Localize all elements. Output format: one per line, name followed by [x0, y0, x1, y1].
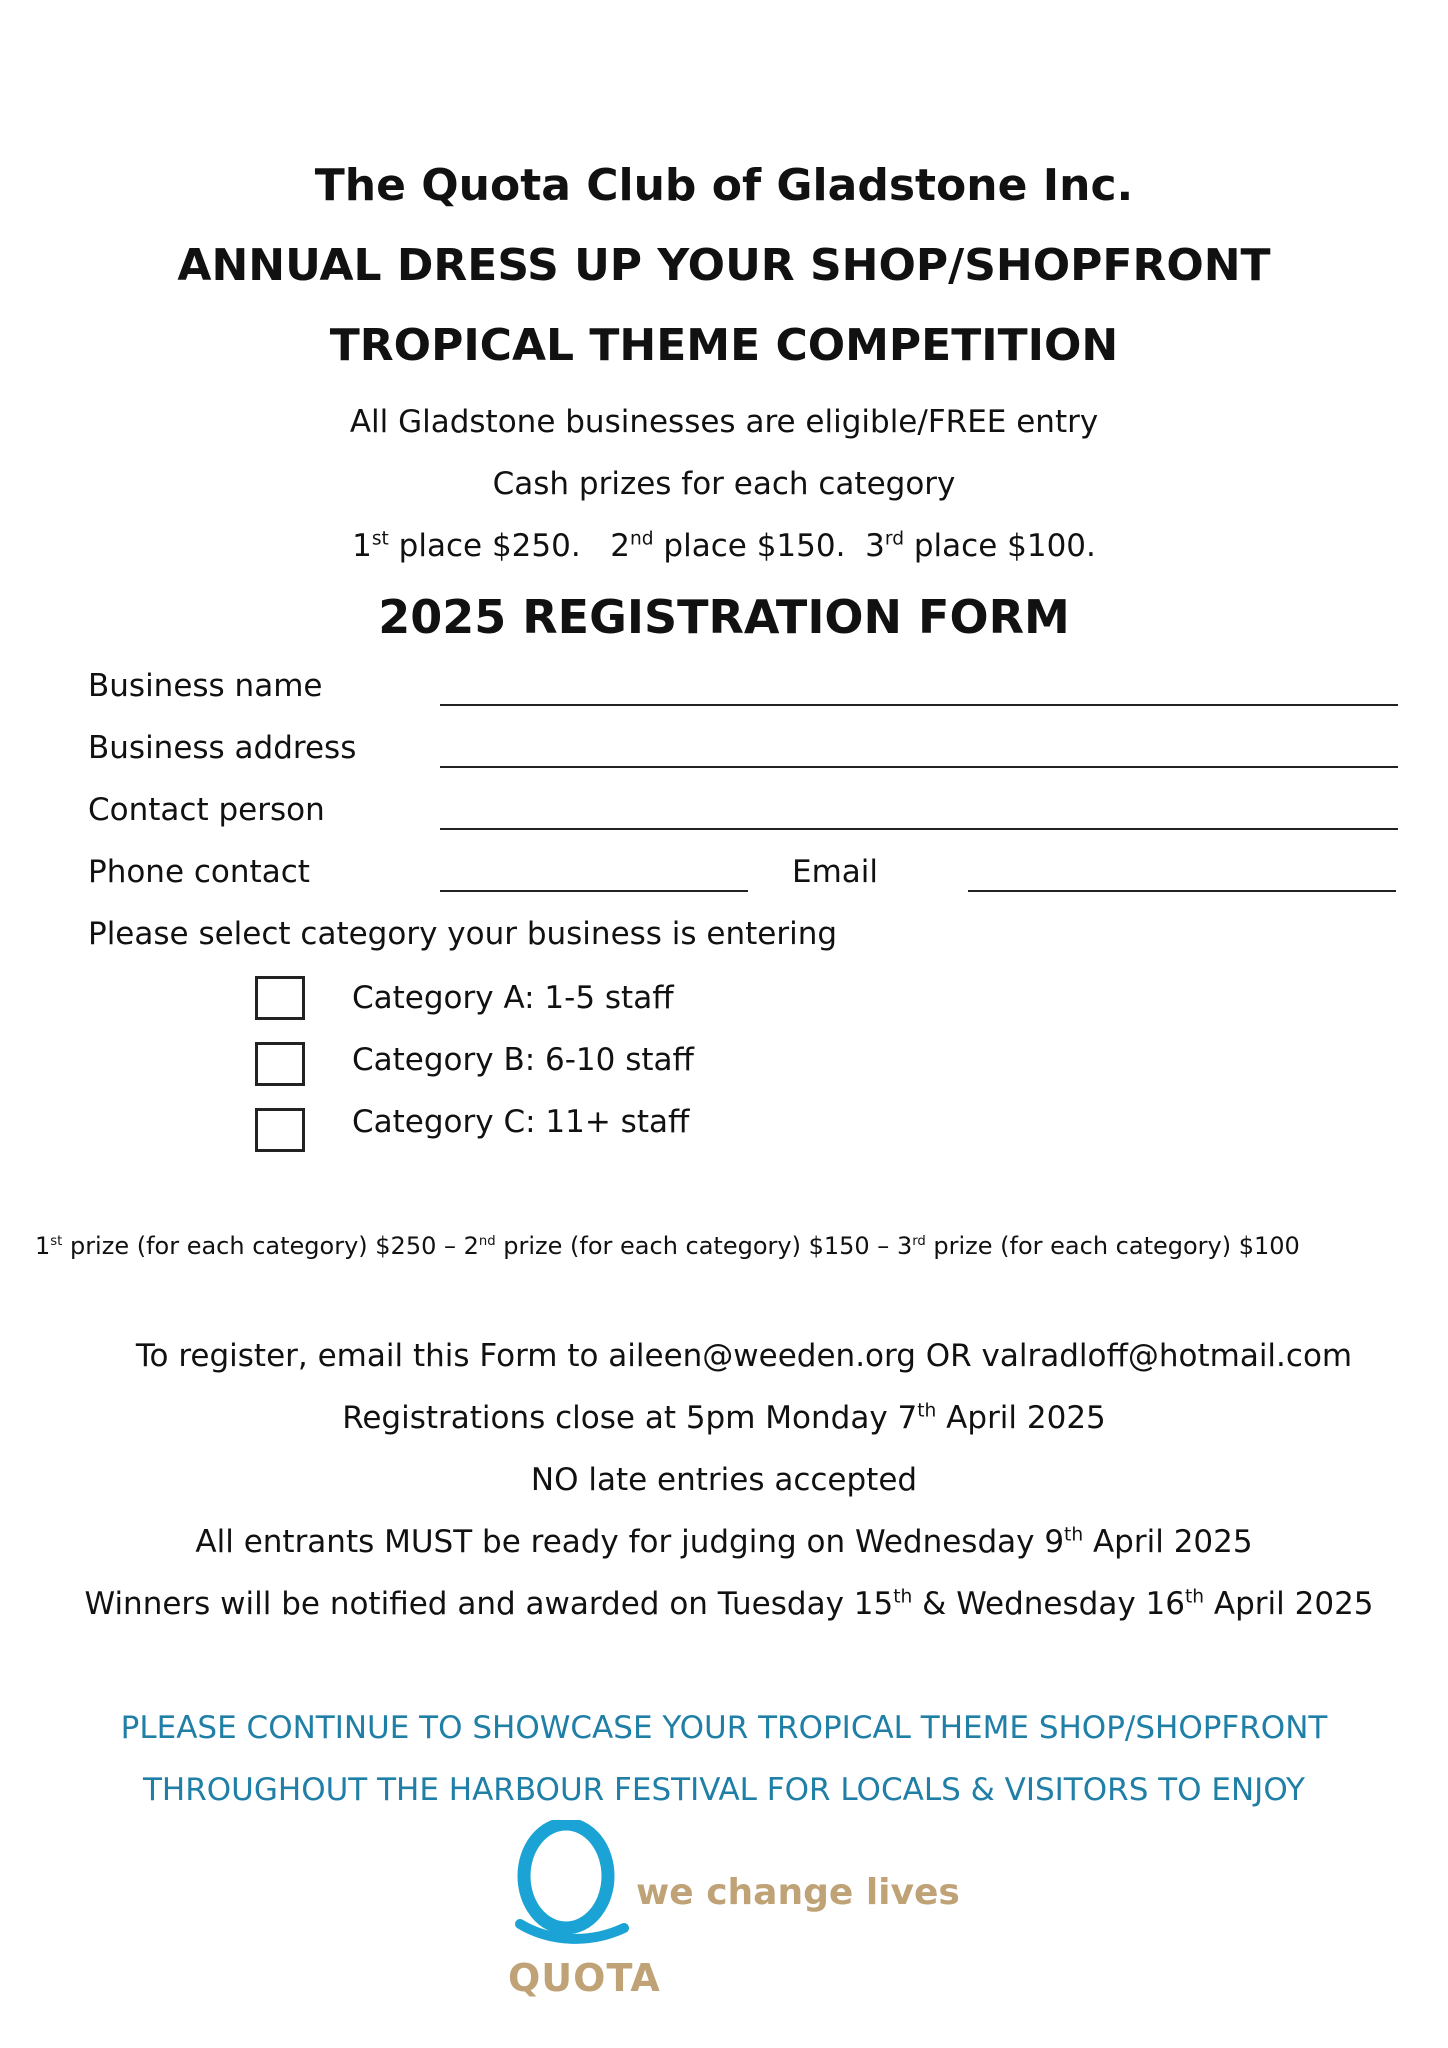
- third-place-text: place $100.: [904, 528, 1096, 564]
- phone-contact-field[interactable]: [440, 890, 748, 892]
- first-place-num: 1: [352, 528, 372, 564]
- business-name-label: Business name: [88, 668, 323, 704]
- logo-tagline: we change lives: [636, 1872, 960, 1913]
- business-address-label: Business address: [88, 730, 357, 766]
- prize1-sup: st: [50, 1234, 63, 1249]
- close-sup: th: [917, 1400, 937, 1422]
- category-a-checkbox[interactable]: [255, 976, 305, 1020]
- close-post: April 2025: [936, 1400, 1106, 1436]
- contact-person-field[interactable]: [440, 828, 1398, 830]
- club-title: The Quota Club of Gladstone Inc.: [314, 160, 1134, 211]
- category-b-checkbox[interactable]: [255, 1042, 305, 1086]
- prize-summary: [35, 1232, 1300, 1260]
- email-field[interactable]: [968, 890, 1396, 892]
- winners-post: April 2025: [1204, 1586, 1374, 1622]
- cash-prizes-text: Cash prizes for each category: [492, 466, 956, 502]
- third-place-sup: rd: [884, 528, 905, 550]
- category-b-label: Category B: 6-10 staff: [352, 1042, 694, 1078]
- judging-pre: All entrants MUST be ready for judging on Wednesday 9: [195, 1524, 1065, 1560]
- winners-mid: & Wednesday 16: [912, 1586, 1185, 1622]
- place-prizes-text: [0, 528, 1448, 564]
- judging-sup: th: [1064, 1524, 1084, 1546]
- judging-date: [0, 1524, 1448, 1560]
- second-place-sup: nd: [629, 528, 654, 550]
- prize2-sup: nd: [478, 1234, 496, 1249]
- winners-sup2: th: [1184, 1586, 1205, 1608]
- registration-form-title: 2025 REGISTRATION FORM: [378, 590, 1070, 644]
- prize1-text: prize (for each category) $250 –: [62, 1232, 464, 1260]
- prize3-text: prize (for each category) $100: [925, 1232, 1300, 1260]
- register-instructions: To register, email this Form to aileen@weeden.org OR valradloff@hotmail.com: [135, 1338, 1353, 1374]
- business-address-field[interactable]: [440, 766, 1398, 768]
- contact-person-label: Contact person: [88, 792, 325, 828]
- winners-pre: Winners will be notified and awarded on Tuesday 15: [84, 1586, 894, 1622]
- prize3-num: 3: [896, 1232, 913, 1260]
- competition-title-line2: TROPICAL THEME COMPETITION: [329, 320, 1119, 371]
- category-c-checkbox[interactable]: [255, 1108, 305, 1152]
- q-ring: [524, 1824, 608, 1928]
- winners-sup1: th: [893, 1586, 913, 1608]
- email-label: Email: [792, 854, 879, 890]
- eligibility-text: All Gladstone businesses are eligible/FREE entry: [349, 404, 1099, 440]
- prize2-num: 2: [463, 1232, 479, 1260]
- competition-title-line1: ANNUAL DRESS UP YOUR SHOP/SHOPFRONT: [177, 240, 1271, 291]
- quota-brand: QUOTA: [508, 1956, 661, 2000]
- second-place-num: 2: [610, 528, 630, 564]
- showcase-line1: PLEASE CONTINUE TO SHOWCASE YOUR TROPICAL THEME SHOP/SHOPFRONT: [120, 1710, 1328, 1746]
- category-c-label: Category C: 11+ staff: [352, 1104, 690, 1140]
- prize2-text: prize (for each category) $150 –: [495, 1232, 897, 1260]
- prize3-sup: rd: [912, 1234, 926, 1249]
- late-entries: NO late entries accepted: [530, 1462, 918, 1498]
- category-a-label: Category A: 1-5 staff: [352, 980, 674, 1016]
- winners-date: [5, 1586, 1448, 1622]
- phone-contact-label: Phone contact: [88, 854, 310, 890]
- judging-post: April 2025: [1083, 1524, 1253, 1560]
- first-place-text: place $250.: [388, 528, 581, 564]
- category-prompt: Please select category your business is entering: [88, 916, 838, 952]
- close-pre: Registrations close at 5pm Monday 7: [342, 1400, 918, 1436]
- registration-close: [0, 1400, 1448, 1436]
- second-place-text: place $150.: [653, 528, 846, 564]
- showcase-line2: THROUGHOUT THE HARBOUR FESTIVAL FOR LOCALS & VISITORS TO ENJOY: [143, 1772, 1305, 1808]
- prize1-num: 1: [35, 1232, 51, 1260]
- third-place-num: 3: [865, 528, 885, 564]
- business-name-field[interactable]: [440, 704, 1398, 706]
- first-place-sup: st: [371, 528, 389, 550]
